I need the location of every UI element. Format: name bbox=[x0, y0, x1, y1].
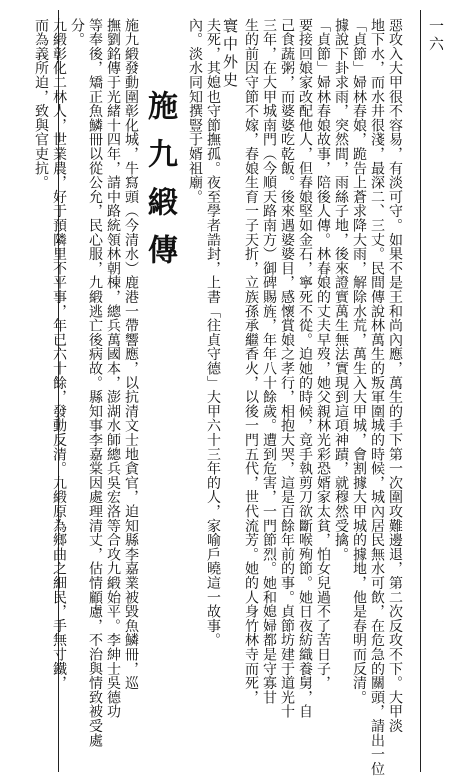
text-column: 生的前因守節不嫁，春娘生育一子天折，立族孫承繼香火，以後一門五代，世代流芳。她的人身竹林寺而死， bbox=[243, 18, 259, 705]
text-column: 地下水，而水井很淺，最深二、三丈。民間傳說林萬生的叛軍圍城的時候，城內居民無水可飲，在危急的關頭，請出一位 bbox=[369, 18, 385, 776]
page-number: 一六 bbox=[427, 18, 445, 54]
text-column: 要接回娘家改配他人，但春娘堅如金石，寧死不從。迫她的時候，竟手執剪刀欲斷喉殉節。她日夜紡織養舅，自 bbox=[297, 18, 313, 719]
text-column: 己食蔬粥，而婆婆吃乾飯。後來遇婆婆目，感懷賞娘之孝行，相抱大哭，這是百餘年前的事。貞節坊建于道光十 bbox=[279, 18, 295, 719]
text-column: 施九緞發動圍彰化城，牛寫頭（今清水）鹿港一帶響應，以抗清文士地貪官，迫知縣李嘉業被毀魚鱗冊，巡 bbox=[123, 18, 139, 691]
text-column: 內。淡水同知撰豎于婿祖廟。 bbox=[187, 18, 203, 204]
text-column: 而為義所迫，致與官吏抗。 bbox=[33, 18, 49, 190]
book-title: 寰中外史 bbox=[221, 18, 239, 90]
text-column: 撫劉銘傳于光緒十四年，請中路統領林朝棟，總兵萬國本，澎湖水師總兵吳宏洛等合攻九緞始平。李紳士吳德功 bbox=[105, 18, 121, 719]
text-column: 夫死，其媳也守節撫孤。夜至學者誥封，上書「往貞守德」大甲六十三年的人，家喻戶曉這一故事。 bbox=[205, 18, 221, 648]
text-column: 三年，在大甲城南門（今順天路南方）御碑賜旌，年年八十餘歲。遭到危害，一門節烈。她和媳婦都是守寡甘 bbox=[261, 18, 277, 705]
text-column: 等奉後，矯正魚鱗冊以從公允，民心服，九緞逃亡後病故。縣知事李嘉棠因處理清丈，估情顧慮，不治與情致被受處 bbox=[87, 18, 103, 748]
chapter-title: 施九緞傳 bbox=[142, 90, 177, 282]
text-column: 九緞彰化二林人，世業農，好于預隣里不平事，年已六十餘，發動反清。九緞原為鄉曲之細民，手無寸鐵， bbox=[51, 18, 67, 691]
text-column: 「貞節」婦林春娘，跪告上蒼求降大雨，解除水荒，萬生入大甲城，會割據大甲城的據地，他是春明而反清。 bbox=[351, 18, 367, 705]
text-column: 惡攻入大甲很不容易，有淡可守。如果不是王和尚內應，萬生的手下第一次圍攻難邊退，第二次反攻不下。大甲淡 bbox=[387, 18, 403, 733]
text-column: 「貞節」婦林春娘故事，陪後人傳。林春娘的丈夫早歿，她父親林光彩恐婿家太貧，怕女兒過不了苦日子， bbox=[315, 18, 331, 691]
right-border-rule bbox=[420, 10, 421, 772]
text-column: 據說下卦求雨，突然間，雨絲子地，後來證實萬生無法實現到這項神蹟，就穆然受擒。 bbox=[333, 18, 349, 562]
text-column: 分。 bbox=[69, 18, 85, 47]
